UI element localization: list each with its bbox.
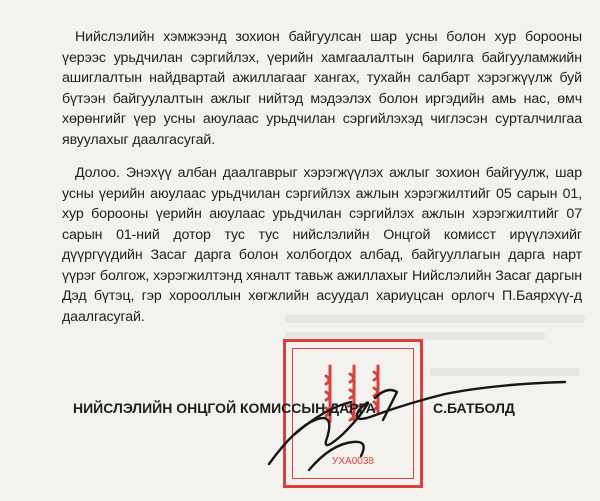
- signatory-name: С.БАТБОЛД: [433, 400, 515, 416]
- signatory-title: НИЙСЛЭЛИЙН ОНЦГОЙ КОМИССЫН ДАРГА: [73, 400, 376, 416]
- handwritten-signature-icon: [255, 368, 575, 478]
- stamp-code: УХА0038: [332, 456, 374, 467]
- paragraph-seven-assignment: Долоо. Энэхүү албан даалгаврыг хэрэгжүүлэх ажлыг зохион байгуулж, шар усны үерийн аюулаас урьдчилан сэргийлэх ажлын хэрэгжилтийг 05 сарын 01, хур борооны үерийн аюулаас урьдчилан сэргийлэх ажлын хэрэгжилтийг 07 сарын 01-ний дотор тус тус нийслэлийн Онцгой комисст ирүүлэхийг дүүргүүдийн Засаг дарга болон холбогдох албад, байгууллагын дарга нарт үүрэг болгож, хэрэгжилтэнд хяналт тавьж ажиллахыг Нийслэлийн Засаг даргын Дэд бүтэц, гэр хорооллын хөгжлийн асуудал хариуцсан орлогч П.Баярхүү-д даалгасугай.: [62, 165, 582, 325]
- bleed-through-line: [285, 315, 585, 323]
- paragraph-flood-prevention: Нийслэлийн хэмжээнд зохион байгуулсан шар усны болон хур борооны үерээс урьдчилан сэргийлэх, үерийн хамгаалалтын барилга байгууламжийн ашиглалтын найдвартай ажиллагааг хангах, тухайн салбарт хэрэгжүүлж буй бүтээн байгуулалтын ажлыг нийтэд мэдээлэх болон иргэдийн амь нас, өмч хөрөнгийг үер усны аюулаас урьдчилан сэргийлэхэд чиглэсэн сурталчилгаа явуулахыг даалгасугай.: [62, 29, 582, 148]
